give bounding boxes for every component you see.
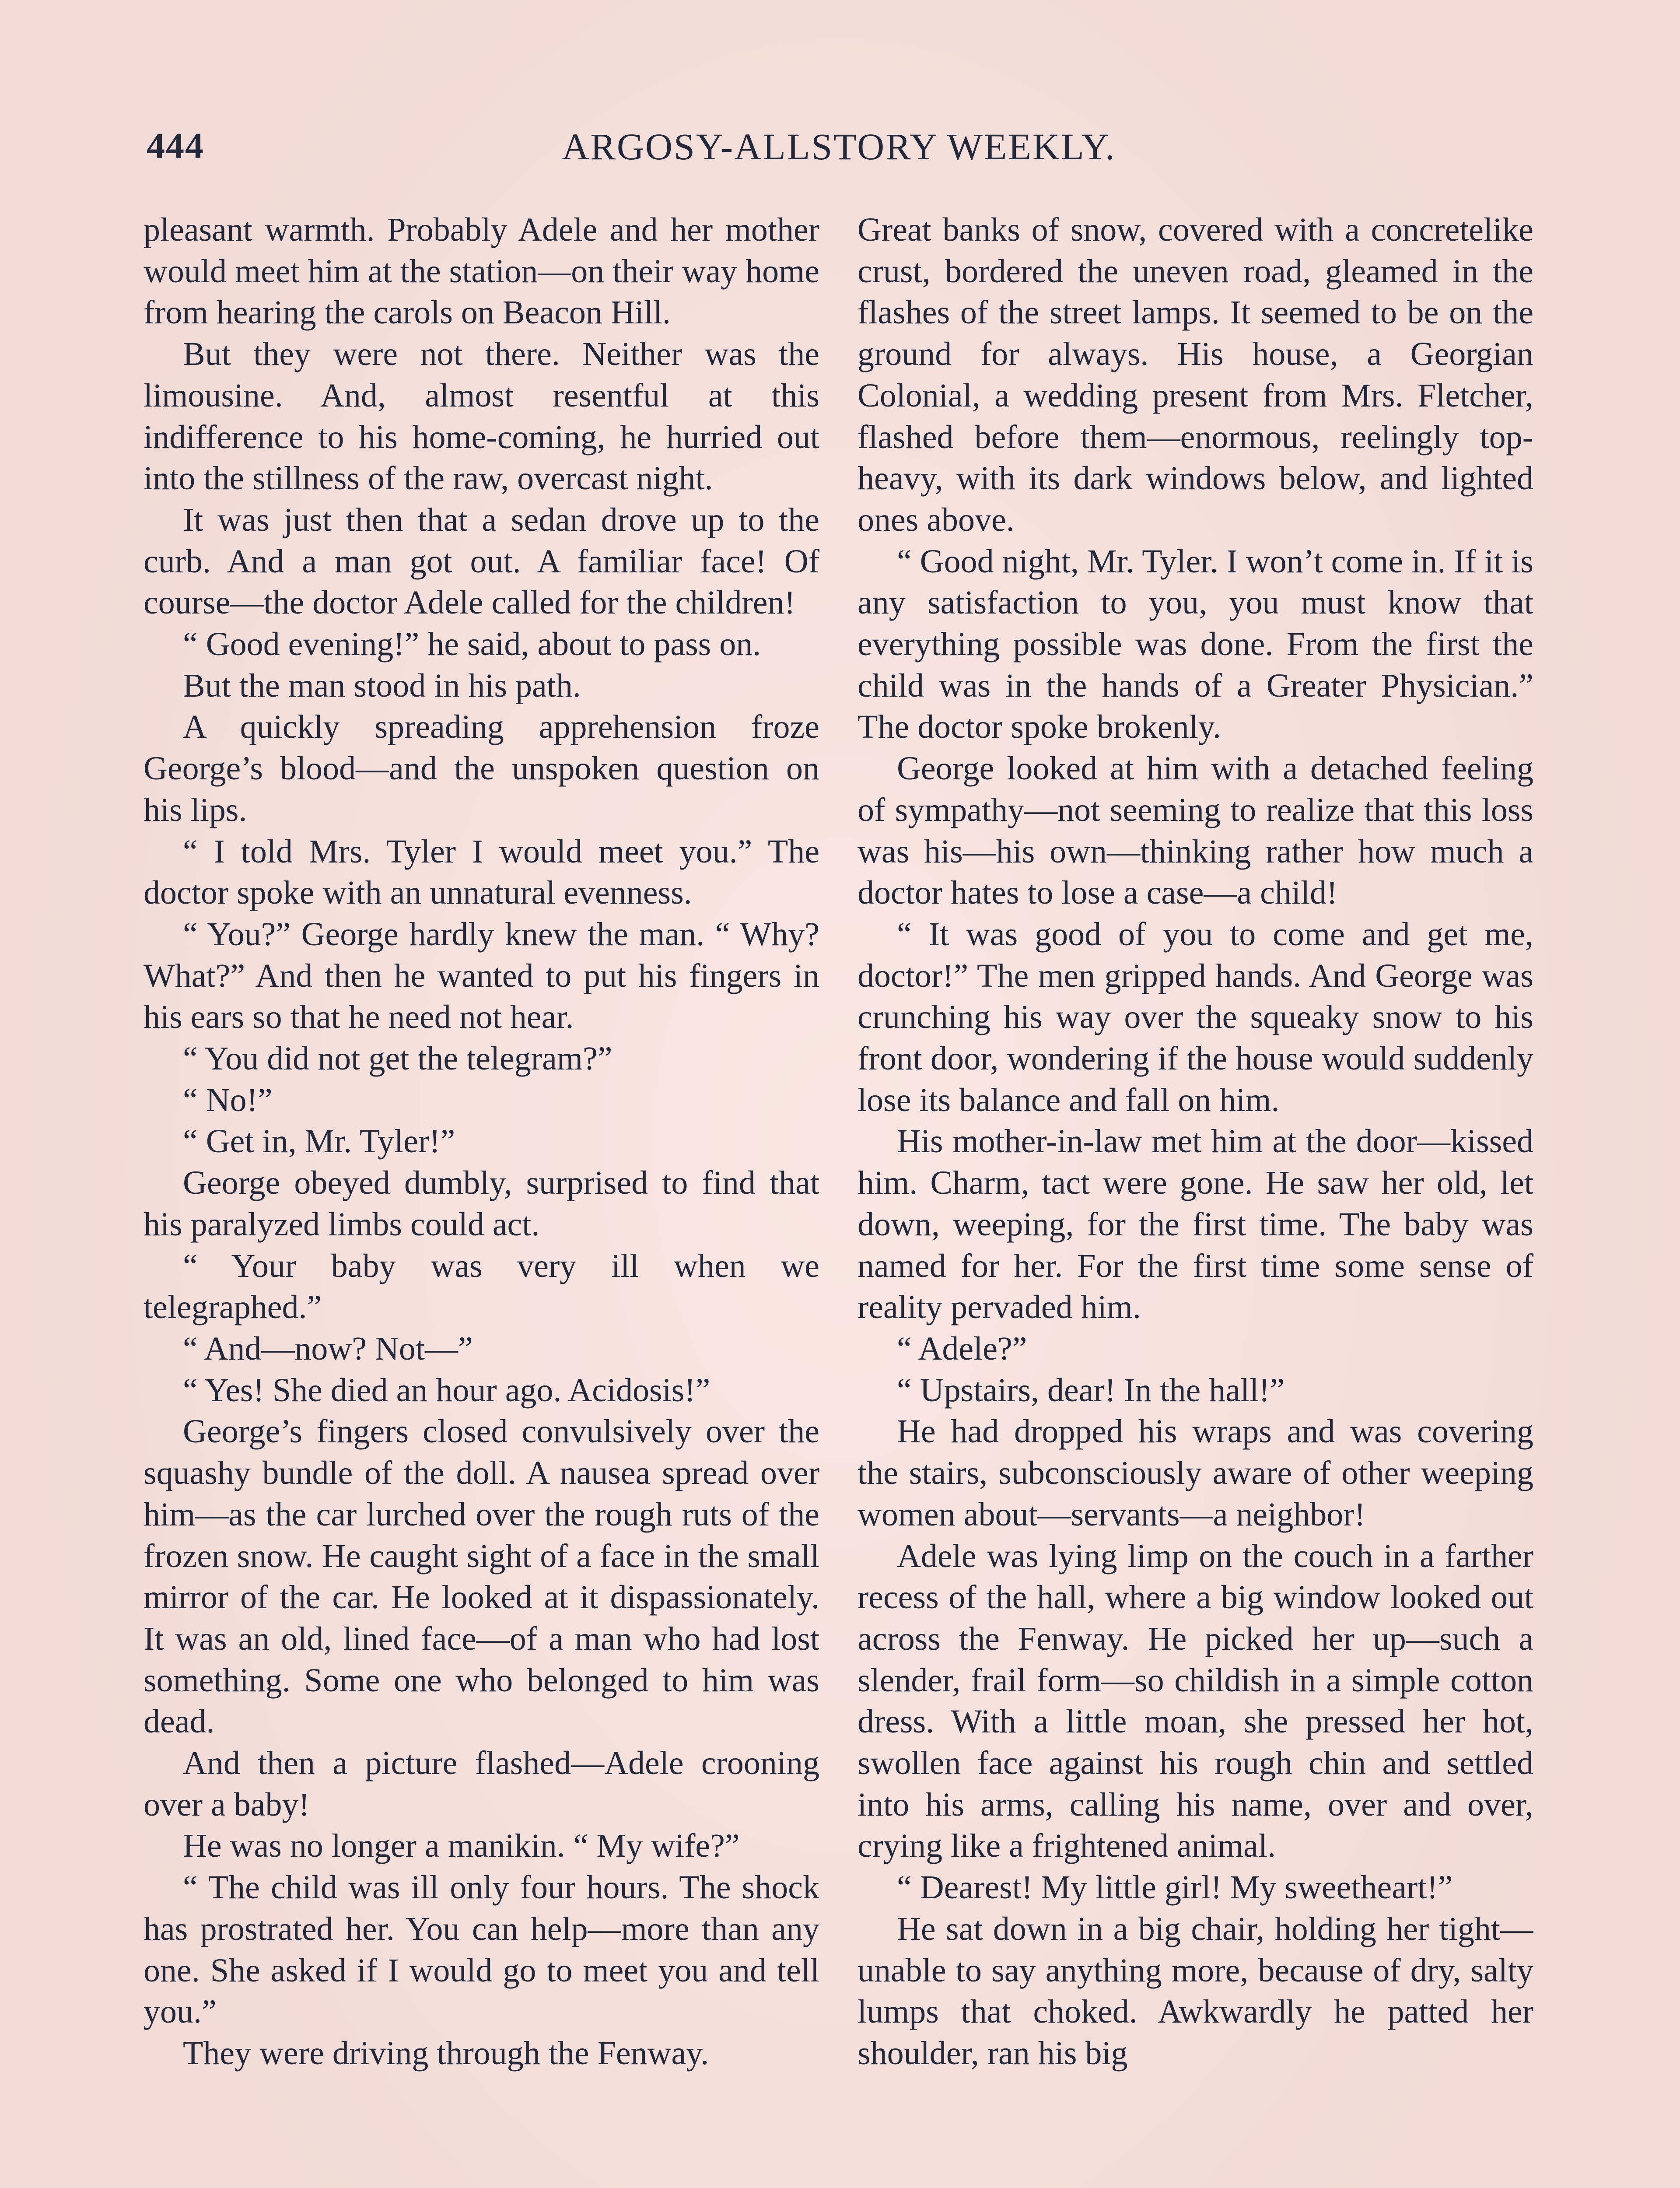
paragraph: But the man stood in his path. [183,667,581,704]
paragraph: “ It was good of you to come and get me, doctor!” The men gripped hands. And George was crunching his way over the squeaky snow to his front door, wondering if the house would suddenly lose its balance and fall on him. [858,915,1533,1119]
running-head: ARGOSY-ALLSTORY WEEKLY. [562,126,1116,168]
paragraph: “ Dearest! My little girl! My sweetheart!” [897,1869,1453,1906]
paragraph: pleasant warmth. Probably Adele and her mother would meet him at the station—on their way home from hearing the carols on Beacon Hill. [144,211,819,331]
paragraph: And then a picture flashed—Adele crooning over a baby! [144,1745,819,1823]
paragraph: “ You did not get the telegram?” [183,1040,612,1077]
paragraph: They were driving through the Fenway. [183,2034,709,2072]
paragraph: “ Good evening!” he said, about to pass on. [183,626,761,663]
paragraph: George’s fingers closed convulsively over the squashy bundle of the doll. A nausea spread over him—as the car lurched over the rough ruts of the frozen snow. He caught sight of a face in the small mirror of the car. He looked at it dispassionately. It was an old, lined face—of a man who had lost something. Some one who belonged to him was dead. [144,1413,819,1740]
paragraph: “ No!” [183,1081,273,1119]
paragraph: “ Good night, Mr. Tyler. I won’t come in. If it is any satisfaction to you, you must know that everything possible was done. From the first the child was in the hands of a Greater Physician.” The doctor spoke brokenly. [858,543,1533,746]
paragraph: Adele was lying limp on the couch in a farther recess of the hall, where a big window looked out across the Fenway. He picked her up—such a slender, frail form—so childish in a simple cotton dress. With a little moan, she pressed her hot, swollen face against his rough chin and settled into his arms, calling his name, over and over, crying like a frightened animal. [858,1537,1533,1865]
paragraph: “ Upstairs, dear! In the hall!” [897,1371,1285,1409]
paragraph: “ I told Mrs. Tyler I would meet you.” The doctor spoke with an unnatural evenness. [144,833,819,912]
paragraph: George obeyed dumbly, surprised to find that his paralyzed limbs could act. [144,1164,819,1243]
paragraph: “ And—now? Not—” [183,1330,473,1367]
paragraph: “ Yes! She died an hour ago. Acidosis!” [183,1371,710,1409]
page-header [147,125,1531,177]
paragraph: It was just then that a sedan drove up to the curb. And a man got out. A familiar face! Of course—the doctor Adele called for the children! [144,501,819,621]
paragraph: “ The child was ill only four hours. The shock has prostrated her. You can help—more than any one. She asked if I would go to meet you and tell you.” [144,1869,819,2030]
paragraph: He had dropped his wraps and was covering the stairs, subconsciously aware of other weeping women about—servants—a neighbor! [858,1413,1533,1533]
paragraph: A quickly spreading apprehension froze George’s blood—and the unspoken question on his lips. [144,708,819,828]
paragraph: He sat down in a big chair, holding her tight—unable to say anything more, because of dry, salty lumps that choked. Awkwardly he patted her shoulder, ran his big [858,1910,1533,2072]
left-column [144,209,819,2188]
page-number: 444 [147,126,204,166]
paragraph: His mother-in-law met him at the door—kissed him. Charm, tact were gone. He saw her old, let down, weeping, for the first time. The baby was named for her. For the first time some sense of reality pervaded him. [858,1123,1533,1326]
paragraph: But they were not there. Neither was the limousine. And, almost resentful at this indifference to his home-coming, he hurried out into the stillness of the raw, overcast night. [144,336,819,497]
paragraph: “ You?” George hardly knew the man. “ Why? What?” And then he wanted to put his fingers in his ears so that he need not hear. [144,915,819,1036]
paragraph: Great banks of snow, covered with a concretelike crust, bordered the uneven road, gleamed in the flashes of the street lamps. It seemed to be on the ground for always. His house, a Georgian Colonial, a wedding present from Mrs. Fletcher, flashed before them—enormous, reelingly top-heavy, with its dark windows below, and lighted ones above. [858,211,1533,538]
paragraph: “ Your baby was very ill when we telegraphed.” [144,1247,819,1326]
paragraph: George looked at him with a detached feeling of sympathy—not seeming to realize that this loss was his—his own—thinking rather how much a doctor hates to lose a case—a child! [858,750,1533,912]
paragraph: He was no longer a manikin. “ My wife?” [183,1827,740,1865]
paragraph: “ Adele?” [897,1330,1027,1367]
paragraph: “ Get in, Mr. Tyler!” [183,1123,455,1160]
right-column [858,209,1533,2188]
